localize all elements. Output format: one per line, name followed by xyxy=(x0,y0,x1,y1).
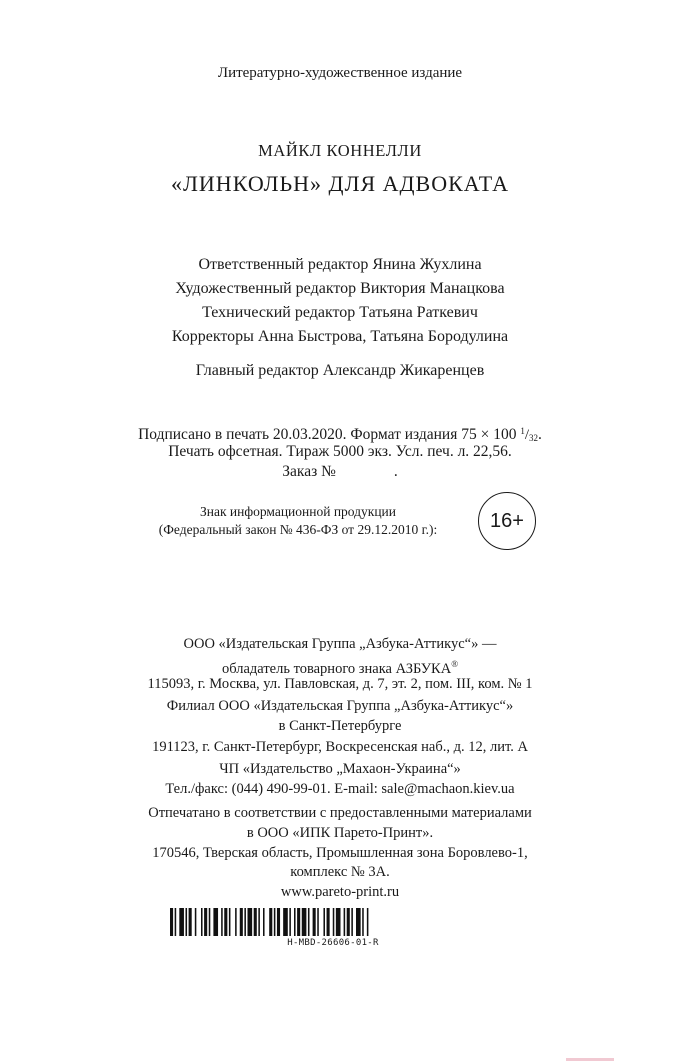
barcode-caption: H-MBD-26606-01-R xyxy=(287,938,379,948)
registered-mark: ® xyxy=(451,659,459,669)
age-notice-line1: Знак информационной продукции xyxy=(199,504,397,519)
art-editor: Художественный редактор Виктория Манацкова xyxy=(175,280,505,297)
barcode xyxy=(168,908,498,958)
corner-mark xyxy=(566,1058,614,1061)
printer-line1: Отпечатано в соответствии с предоставленными материалами xyxy=(148,805,532,821)
book-title: «ЛИНКОЛЬН» ДЛЯ АДВОКАТА xyxy=(171,171,509,196)
format-end: . xyxy=(538,426,542,443)
responsible-editor: Ответственный редактор Янина Жухлина xyxy=(198,256,482,273)
format-fraction: $^1/_{32}$ xyxy=(520,426,539,443)
publisher-address: 115093, г. Москва, ул. Павловская, д. 7, эт. 2, пом. III, ком. № 1 xyxy=(147,676,533,692)
printer-website: www.pareto-print.ru xyxy=(280,884,400,900)
fraction-denominator: 32 xyxy=(529,433,539,443)
proofreaders: Корректоры Анна Быстрова, Татьяна Бородулина xyxy=(171,328,509,345)
author-name: МАЙКЛ КОННЕЛЛИ xyxy=(258,141,422,160)
order-number xyxy=(0,462,680,482)
age-notice-line2: (Федеральный закон № 436-ФЗ от 29.12.2010 г.): xyxy=(158,522,438,537)
printer-complex: комплекс № 3А. xyxy=(290,864,390,880)
technical-editor: Технический редактор Татьяна Раткевич xyxy=(202,304,478,321)
age-notice xyxy=(120,503,476,539)
printing-details: Печать офсетная. Тираж 5000 экз. Усл. печ. л. 22,56. xyxy=(168,443,512,460)
signed-text: Подписано в печать 20.03.2020. Формат издания 75 × 100 xyxy=(138,426,517,443)
genre-label: Литературно-художественное издание xyxy=(217,65,463,81)
chief-editor: Главный редактор Александр Жикаренцев xyxy=(195,362,485,379)
order-label: Заказ № xyxy=(282,463,336,480)
publisher-line1: ООО «Издательская Группа „Азбука-Аттикус“» — xyxy=(183,636,497,652)
branch-line1: Филиал ООО «Издательская Группа „Азбука-Аттикус“» xyxy=(166,698,514,714)
printer-address: 170546, Тверская область, Промышленная зона Боровлево-1, xyxy=(152,845,528,861)
printer-line2: в ООО «ИПК Парето-Принт». xyxy=(246,825,434,841)
branch-address: 191123, г. Санкт-Петербург, Воскресенская наб., д. 12, лит. А xyxy=(152,739,528,755)
ukraine-publisher: ЧП «Издательство „Махаон-Украина“» xyxy=(219,761,461,777)
age-rating-badge: 16+ xyxy=(478,492,536,550)
fraction-numerator: 1 xyxy=(520,426,525,436)
ukraine-contacts: Тел./факс: (044) 490-99-01. E-mail: sale@machaon.kiev.ua xyxy=(165,781,515,797)
order-end: . xyxy=(393,463,398,480)
branch-line2: в Санкт-Петербурге xyxy=(278,718,402,734)
trademark-owner: обладатель товарного знака АЗБУКА xyxy=(221,660,452,677)
